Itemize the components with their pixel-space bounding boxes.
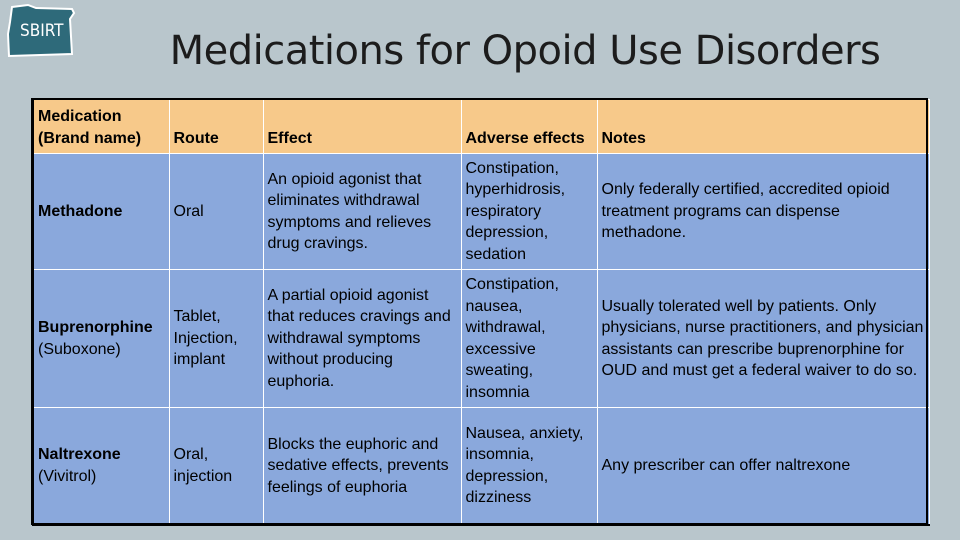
adverse-cell: Constipation, hyperhidrosis, respiratory depression, sedation xyxy=(461,154,597,270)
header-notes: Notes xyxy=(597,100,929,154)
effect-cell: An opioid agonist that eliminates withdrawal symptoms and relieves drug cravings. xyxy=(263,154,461,270)
header-route: Route xyxy=(169,100,263,154)
header-adverse-effects: Adverse effects xyxy=(461,100,597,154)
medications-table xyxy=(32,99,930,526)
brand-name: (Suboxone) xyxy=(38,340,121,358)
header-effect: Effect xyxy=(263,100,461,154)
logo-text: SBIRT xyxy=(20,21,64,41)
medication-cell xyxy=(33,270,169,408)
route-cell: Oral, injection xyxy=(169,408,263,525)
table-row xyxy=(33,270,929,408)
medication-name: Naltrexone xyxy=(38,446,121,464)
route-cell: Oral xyxy=(169,154,263,270)
table-header-row xyxy=(33,100,929,154)
adverse-cell: Nausea, anxiety, insomnia, depression, dizziness xyxy=(461,408,597,525)
medication-cell xyxy=(33,154,169,270)
medication-name: Buprenorphine xyxy=(38,319,153,336)
page-title: Medications for Opoid Use Disorders xyxy=(169,28,881,74)
notes-cell: Only federally certified, accredited opioid treatment programs can dispense methadone. xyxy=(597,154,929,270)
notes-cell: Usually tolerated well by patients. Only physicians, nurse practitioners, and physician assistants can prescribe buprenorphine for OUD and must get a federal waiver to do so. xyxy=(597,270,929,408)
notes-cell: Any prescriber can offer naltrexone xyxy=(597,408,929,525)
table-row xyxy=(33,154,929,270)
header-medication: Medication (Brand name) xyxy=(33,100,169,154)
brand-name: (Vivitrol) xyxy=(38,467,97,485)
table-row xyxy=(33,408,929,525)
adverse-cell: Constipation, nausea, withdrawal, excessive sweating, insomnia xyxy=(461,270,597,408)
medication-name: Methadone xyxy=(38,202,123,220)
route-cell: Tablet, Injection, implant xyxy=(169,270,263,408)
effect-cell: A partial opioid agonist that reduces cravings and withdrawal symptoms without producing euphoria. xyxy=(263,270,461,408)
medication-cell xyxy=(33,408,169,525)
effect-cell: Blocks the euphoric and sedative effects, prevents feelings of euphoria xyxy=(263,408,461,525)
